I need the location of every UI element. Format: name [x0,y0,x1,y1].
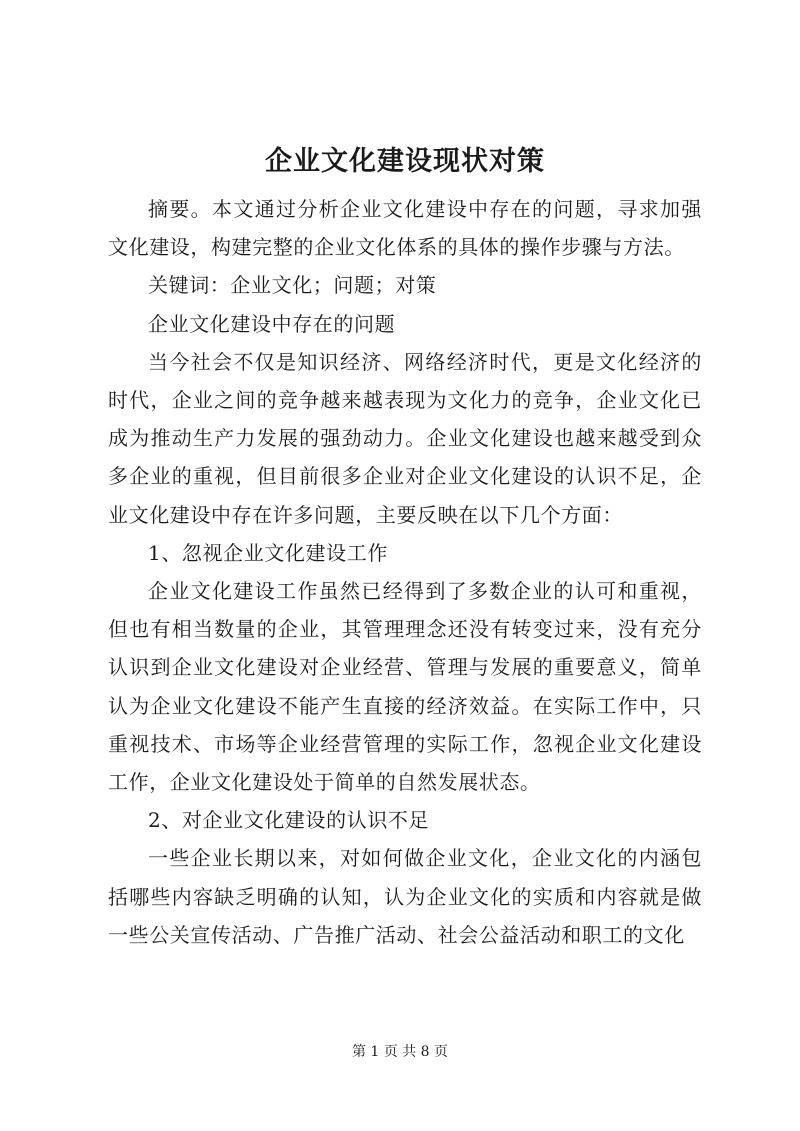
abstract-paragraph: 摘要。本文通过分析企业文化建设中存在的问题，寻求加强文化建设，构建完整的企业文化体系的具体的操作步骤与方法。 [108,197,702,260]
subsection-heading: 1、忽视企业文化建设工作 [148,540,388,565]
body-paragraph: 当今社会不仅是知识经济、网络经济时代，更是文化经济的时代，企业之间的竞争越来越表现为文化力的竞争，企业文化已成为推动生产力发展的强劲动力。企业文化建设也越来越受到众多企业的重视，但目前很多企业对企业文化建设的认识不足，企业文化建设中存在许多问题，主要反映在以下几个方面： [108,349,702,527]
keywords-paragraph: 关键词：企业文化；问题；对策 [148,273,437,298]
page-footer: 第 1 页 共 8 页 [351,1044,449,1060]
subsection-heading: 2、对企业文化建设的认识不足 [148,808,430,833]
body-paragraph: 企业文化建设工作虽然已经得到了多数企业的认可和重视，但也有相当数量的企业，其管理理念还没有转变过来，没有充分认识到企业文化建设对企业经营、管理与发展的重要意义，简单认为企业文化建设不能产生直接的经济效益。在实际工作中，只重视技术、市场等企业经营管理的实际工作，忽视企业文化建设工作，企业文化建设处于简单的自然发展状态。 [108,579,702,795]
body-paragraph: 一些企业长期以来，对如何做企业文化，企业文化的内涵包括哪些内容缺乏明确的认知，认为企业文化的实质和内容就是做一些公关宣传活动、广告推广活动、社会公益活动和职工的文化 [108,846,702,947]
document-body [108,190,702,954]
section-heading: 企业文化建设中存在的问题 [148,311,396,336]
document-title: 企业文化建设现状对策 [265,146,545,177]
